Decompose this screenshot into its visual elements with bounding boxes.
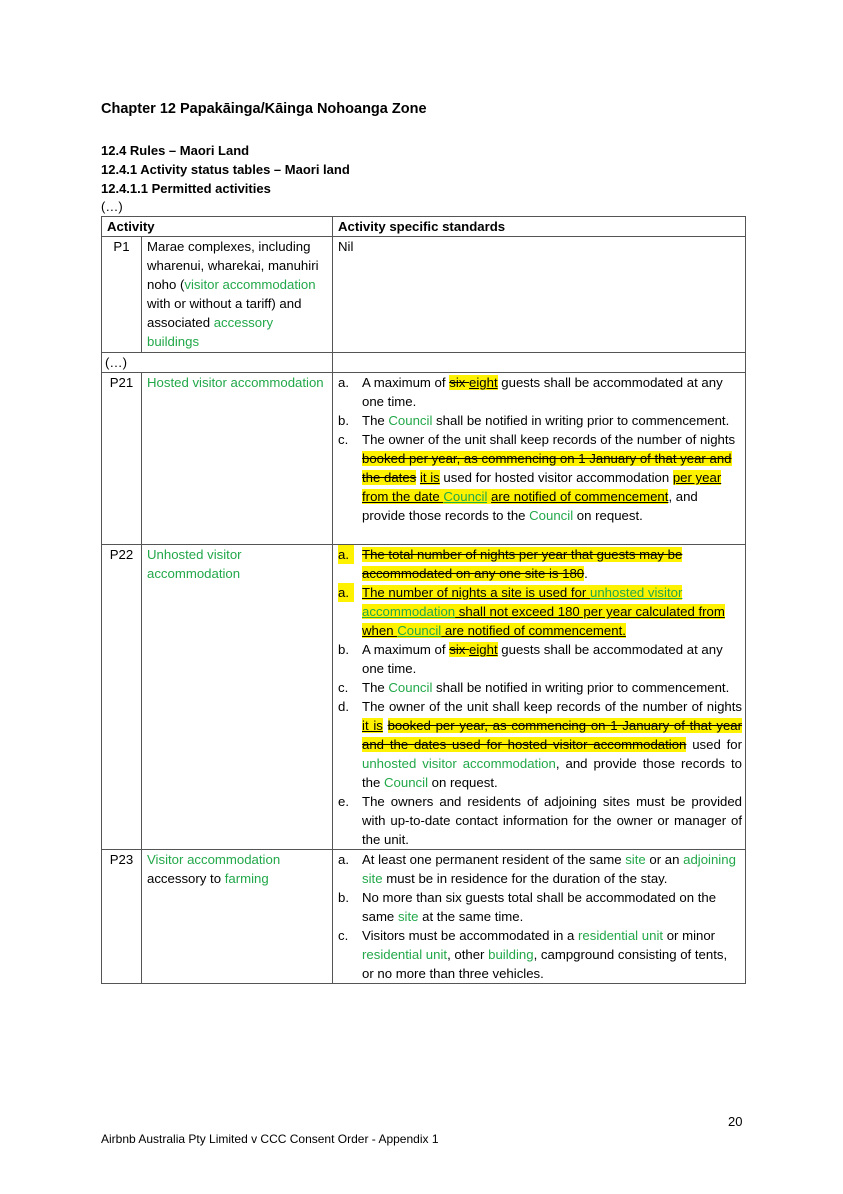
text-span — [383, 718, 388, 733]
item-label: c. — [338, 432, 349, 447]
text-span: , and provide those records to the — [362, 489, 698, 523]
item-label: d. — [338, 699, 350, 714]
text-span: guests shall be accommodated at any one time. — [362, 375, 723, 409]
activity-description — [142, 850, 333, 984]
inserted-text: it is — [419, 470, 440, 485]
chapter-title: Chapter 12 Papakāinga/Kāinga Nohoanga Zone — [101, 101, 427, 117]
text-span: The owner of the unit shall keep records of the number of nights — [362, 432, 736, 447]
text-span: A maximum of — [362, 375, 450, 390]
activity-standards — [333, 850, 746, 984]
list-item — [338, 850, 740, 888]
defined-term: residential unit — [578, 928, 664, 943]
inserted-text: shall not exceed 180 per year calculated from when — [362, 604, 725, 638]
activity-table — [101, 216, 746, 984]
table-row-p21 — [102, 373, 746, 545]
text-span: The owner of the unit shall keep records of the number of nights — [362, 699, 743, 714]
deleted-text: booked per year, as commencing on 1 January of that year and the dates used for hosted visitor accommodation — [362, 718, 743, 752]
ellipsis-cell: (…) — [102, 353, 333, 373]
activity-description — [142, 237, 333, 353]
inserted-text: are notified of commencement — [491, 489, 669, 504]
item-label: a. — [338, 583, 354, 602]
list-item — [338, 926, 740, 983]
text-span: A maximum of — [362, 642, 450, 657]
header-activity: Activity — [102, 217, 333, 237]
activity-code: P1 — [102, 237, 142, 353]
inserted-text: eight — [469, 375, 498, 390]
list-item — [338, 411, 740, 430]
inserted-text: eight — [469, 642, 498, 657]
text-span: at the same time. — [418, 909, 524, 924]
text-span: Visitors must be accommodated in a — [362, 928, 578, 943]
item-label: e. — [338, 794, 350, 809]
text-span: No more than six guests total shall be accommodated on the same — [362, 890, 717, 924]
list-item — [338, 678, 742, 697]
defined-term: Council — [529, 508, 574, 523]
inserted-text: it is — [362, 718, 383, 733]
activity-code: P22 — [102, 545, 142, 850]
inserted-text: The number of nights a site is used for — [362, 585, 590, 600]
deleted-text: booked per year, as commencing on 1 January of that year and the dates — [362, 451, 732, 485]
footer-text: Airbnb Australia Pty Limited v CCC Consent Order - Appendix 1 — [101, 1132, 439, 1146]
item-label: b. — [338, 413, 350, 428]
deleted-text: The total number of nights per year that guests may be accommodated on any one site is 180 — [362, 547, 683, 581]
item-label: b. — [338, 642, 350, 657]
page-number: 20 — [728, 1114, 743, 1129]
heading-permitted-activities: 12.4.1.1 Permitted activities — [101, 181, 271, 196]
list-item — [338, 792, 742, 849]
defined-term: adjoining site — [362, 852, 736, 886]
table-row-ellipsis — [102, 353, 746, 373]
activity-code: P23 — [102, 850, 142, 984]
activity-description: Hosted visitor accommodation — [142, 373, 333, 545]
inserted-defined-term: unhosted visitor accommodation — [362, 585, 683, 619]
text-span: The — [362, 413, 389, 428]
inserted-text: are notified of commencement. — [441, 623, 626, 638]
table-row-p22 — [102, 545, 746, 850]
inserted-defined-term: Council — [443, 489, 488, 504]
list-item — [338, 888, 740, 926]
standards-list — [338, 850, 740, 983]
text-span: . — [584, 566, 588, 581]
text-span: The owners and residents of adjoining sites must be provided with up-to-date contact information for the owner or manager of the unit. — [362, 794, 743, 847]
list-item — [338, 583, 742, 640]
text-span: used for hosted visitor accommodation — [439, 470, 673, 485]
deleted-text: six — [449, 642, 470, 657]
activity-code: P21 — [102, 373, 142, 545]
defined-term: Council — [388, 680, 433, 695]
text-span: with or without a tariff) and associated — [147, 296, 302, 330]
text-span: or an — [645, 852, 684, 867]
defined-term: building — [488, 947, 534, 962]
defined-term: residential unit — [362, 947, 448, 962]
list-item — [338, 697, 742, 792]
header-standards: Activity specific standards — [333, 217, 746, 237]
text-span: shall be notified in writing prior to commencement. — [432, 413, 730, 428]
list-item — [338, 545, 742, 583]
table-header-row — [102, 217, 746, 237]
list-item — [338, 430, 740, 525]
item-label: c. — [338, 928, 349, 943]
defined-term: accessory buildings — [147, 315, 274, 349]
text-span: on request. — [573, 508, 643, 523]
activity-standards — [333, 545, 746, 850]
defined-term: Visitor accommodation — [147, 852, 281, 867]
text-span: used for — [686, 737, 742, 752]
empty-cell — [333, 353, 746, 373]
text-span: , campground consisting of tents, or no more than three vehicles. — [362, 947, 728, 981]
table-row-p23 — [102, 850, 746, 984]
rule-headings — [101, 141, 350, 198]
activity-standards — [333, 373, 746, 545]
text-span: must be in residence for the duration of the stay. — [382, 871, 668, 886]
defined-term: farming — [224, 871, 269, 886]
standards-list — [338, 373, 740, 525]
text-span: on request. — [428, 775, 498, 790]
item-label: a. — [338, 852, 350, 867]
deleted-text: six — [449, 375, 470, 390]
text-span: guests shall be accommodated at any one time. — [362, 642, 723, 676]
heading-rules-maori-land: 12.4 Rules – Maori Land — [101, 143, 250, 158]
activity-description: Unhosted visitor accommodation — [142, 545, 333, 850]
text-span: , other — [447, 947, 489, 962]
text-span: The — [362, 680, 389, 695]
text-span: , and provide those records to the — [362, 756, 743, 790]
activity-standards: Nil — [333, 237, 746, 353]
table-row-p1 — [102, 237, 746, 353]
defined-term: site — [625, 852, 646, 867]
inserted-text: per year — [672, 470, 722, 485]
text-span: Marae complexes, including wharenui, wharekai, manuhiri noho ( — [147, 239, 319, 292]
text-span: shall be notified in writing prior to commencement. — [432, 680, 730, 695]
ellipsis-omitted: (…) — [101, 199, 123, 214]
text-span: accessory to — [147, 871, 225, 886]
defined-term: Council — [388, 413, 433, 428]
defined-term: site — [397, 909, 419, 924]
list-item — [338, 640, 742, 678]
list-item — [338, 373, 740, 411]
item-label: a. — [338, 545, 354, 564]
inserted-defined-term: Council — [397, 623, 442, 638]
heading-activity-status-tables: 12.4.1 Activity status tables – Maori land — [101, 162, 350, 177]
text-span: or minor — [663, 928, 716, 943]
text-span: At least one permanent resident of the same — [362, 852, 626, 867]
item-label: b. — [338, 890, 350, 905]
defined-term: visitor accommodation — [184, 277, 316, 292]
defined-term: Council — [384, 775, 428, 790]
inserted-text: from the date — [362, 489, 444, 504]
item-label: c. — [338, 680, 349, 695]
item-label: a. — [338, 375, 350, 390]
standards-list — [338, 545, 742, 849]
defined-term: unhosted visitor accommodation — [362, 756, 556, 771]
